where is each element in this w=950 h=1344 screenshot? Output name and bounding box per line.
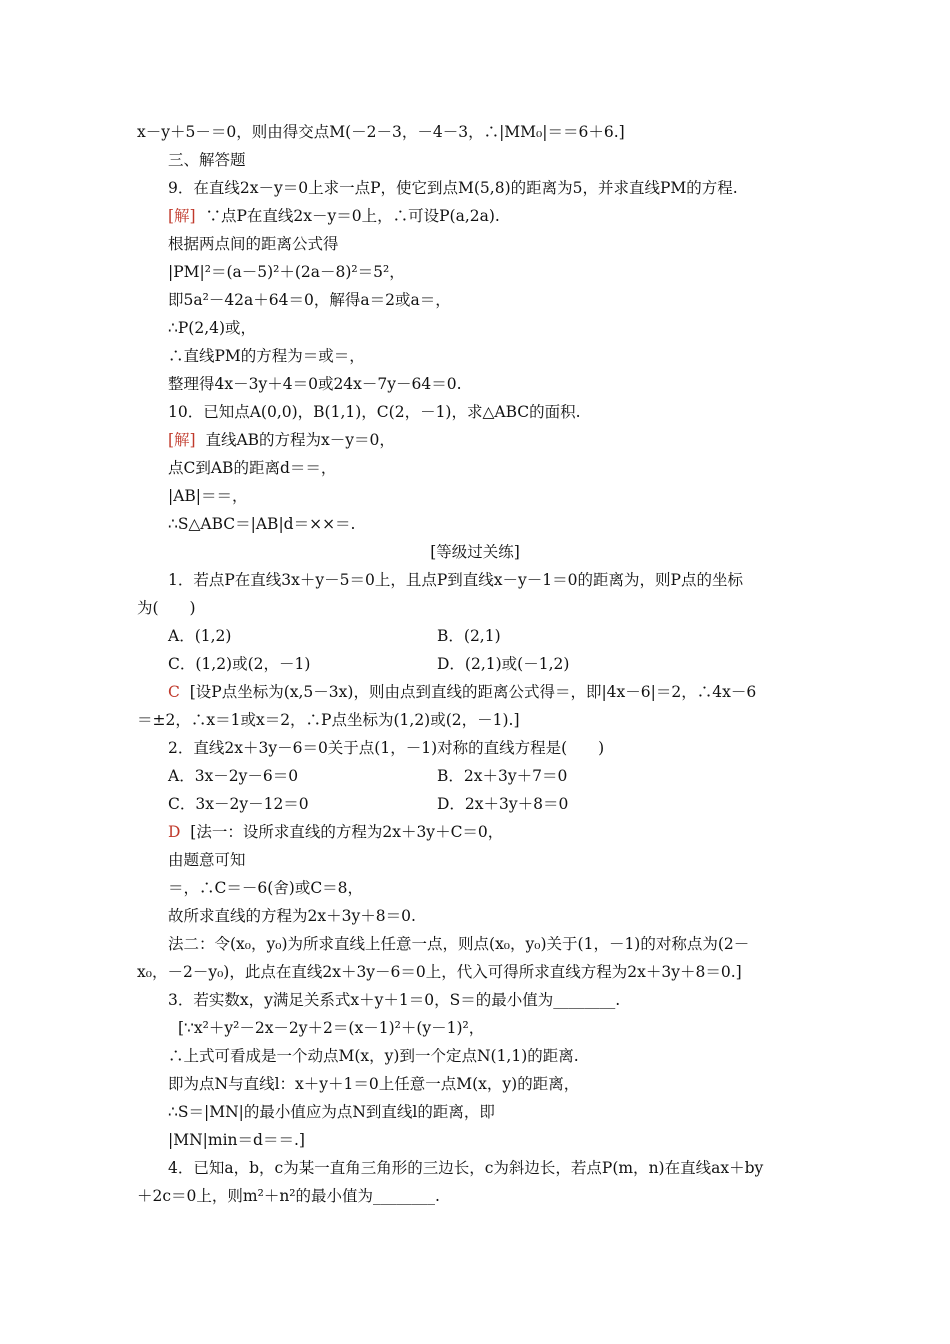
problem-9: 9．在直线2x－y＝0上求一点P，使它到点M(5,8)的距离为5，并求直线PM的方程.	[168, 179, 738, 197]
q3-answer-line-1: [∵x²＋y²－2x－2y＋2＝(x－1)²＋(y－1)²，	[178, 1019, 485, 1037]
solution-9-line-5: ∴P(2,4)或，	[168, 319, 257, 337]
q2-answer-line-2: 由题意可知	[168, 851, 246, 869]
section-heading-answers: 三、解答题	[168, 151, 246, 169]
question-1-cont: 为( )	[137, 599, 196, 617]
text-line-1: x－y＋5－＝0，则由得交点M(－2－3，－4－3，∴|MM₀|＝＝6＋6.]	[137, 123, 625, 141]
answer-letter: D	[168, 823, 181, 841]
q2-answer-line-4: 故所求直线的方程为2x＋3y＋8＝0.	[168, 907, 416, 925]
q3-answer-line-2: ∴上式可看成是一个动点M(x，y)到一个定点N(1,1)的距离.	[168, 1047, 579, 1065]
q3-answer-line-4: ∴S＝|MN|的最小值应为点N到直线l的距离，即	[168, 1103, 495, 1121]
solution-9-line-1: [解] ∵点P在直线2x－y＝0上，∴可设P(a,2a).	[168, 207, 500, 225]
solution-9-line-3: |PM|²＝(a－5)²＋(2a－8)²＝5²，	[168, 263, 405, 281]
q2-option-a: A．3x－2y－6＝0	[168, 767, 299, 785]
solution-label: [解]	[168, 207, 196, 225]
q3-answer-line-5: |MN|min＝d＝＝.]	[168, 1131, 305, 1149]
solution-9-line-4: 即5a²－42a＋64＝0，解得a＝2或a＝，	[168, 291, 451, 309]
answer-letter: C	[168, 683, 180, 701]
section-heading-level-practice: [等级过关练]	[430, 543, 520, 561]
solution-9-line-7: 整理得4x－3y＋4＝0或24x－7y－64＝0.	[168, 375, 462, 393]
question-4: 4．已知a，b，c为某一直角三角形的三边长，c为斜边长，若点P(m，n)在直线ax＋by	[168, 1159, 764, 1177]
problem-10: 10．已知点A(0,0)，B(1,1)，C(2，－1)，求△ABC的面积.	[168, 403, 581, 421]
q2-option-c: C．3x－2y－12＝0	[168, 795, 309, 813]
solution-10-line-3: |AB|＝＝，	[168, 487, 248, 505]
q2-answer-line-3: ＝，∴C＝－6(舍)或C＝8，	[168, 879, 364, 897]
q1-option-a: A．(1,2)	[168, 627, 232, 645]
q2-answer-line-1: D [法一：设所求直线的方程为2x＋3y＋C＝0，	[168, 823, 504, 841]
question-2: 2．直线2x＋3y－6＝0关于点(1，－1)对称的直线方程是( )	[168, 739, 605, 757]
question-1: 1．若点P在直线3x＋y－5＝0上，且点P到直线x－y－1＝0的距离为，则P点的坐标	[168, 571, 743, 589]
q1-answer-line-1: C [设P点坐标为(x,5－3x)，则由点到直线的距离公式得＝，即|4x－6|＝2，∴4x－6	[168, 683, 757, 701]
solution-10-line-4: ∴S△ABC＝|AB|d＝××＝.	[168, 515, 356, 533]
q3-answer-line-3: 即为点N与直线l：x＋y＋1＝0上任意一点M(x，y)的距离，	[168, 1075, 580, 1093]
q2-answer-line-6: x₀，－2－y₀)，此点在直线2x＋3y－6＝0上，代入可得所求直线方程为2x＋3y＋8＝0.]	[137, 963, 742, 981]
q1-option-b: B．(2,1)	[437, 627, 501, 645]
solution-9-line-6: ∴直线PM的方程为＝或＝，	[168, 347, 365, 365]
q2-option-b: B．2x＋3y＋7＝0	[437, 767, 568, 785]
q1-answer-line-2: ＝±2，∴x＝1或x＝2，∴P点坐标为(1,2)或(2，－1).]	[137, 711, 520, 729]
q1-option-c: C．(1,2)或(2，－1)	[168, 655, 311, 673]
q2-answer-line-5: 法二：令(x₀，y₀)为所求直线上任意一点，则点(x₀，y₀)关于(1，－1)的对称点为(2－	[168, 935, 750, 953]
q2-option-d: D．2x＋3y＋8＝0	[437, 795, 569, 813]
question-4-cont: ＋2c＝0上，则m²＋n²的最小值为________.	[137, 1187, 440, 1205]
q1-option-d: D．(2,1)或(－1,2)	[437, 655, 570, 673]
question-3: 3．若实数x，y满足关系式x＋y＋1＝0，S＝的最小值为________.	[168, 991, 621, 1009]
solution-10-line-2: 点C到AB的距离d＝＝，	[168, 459, 337, 477]
solution-label: [解]	[168, 431, 196, 449]
solution-10-line-1: [解] 直线AB的方程为x－y＝0，	[168, 431, 395, 449]
solution-9-line-2: 根据两点间的距离公式得	[168, 235, 339, 253]
